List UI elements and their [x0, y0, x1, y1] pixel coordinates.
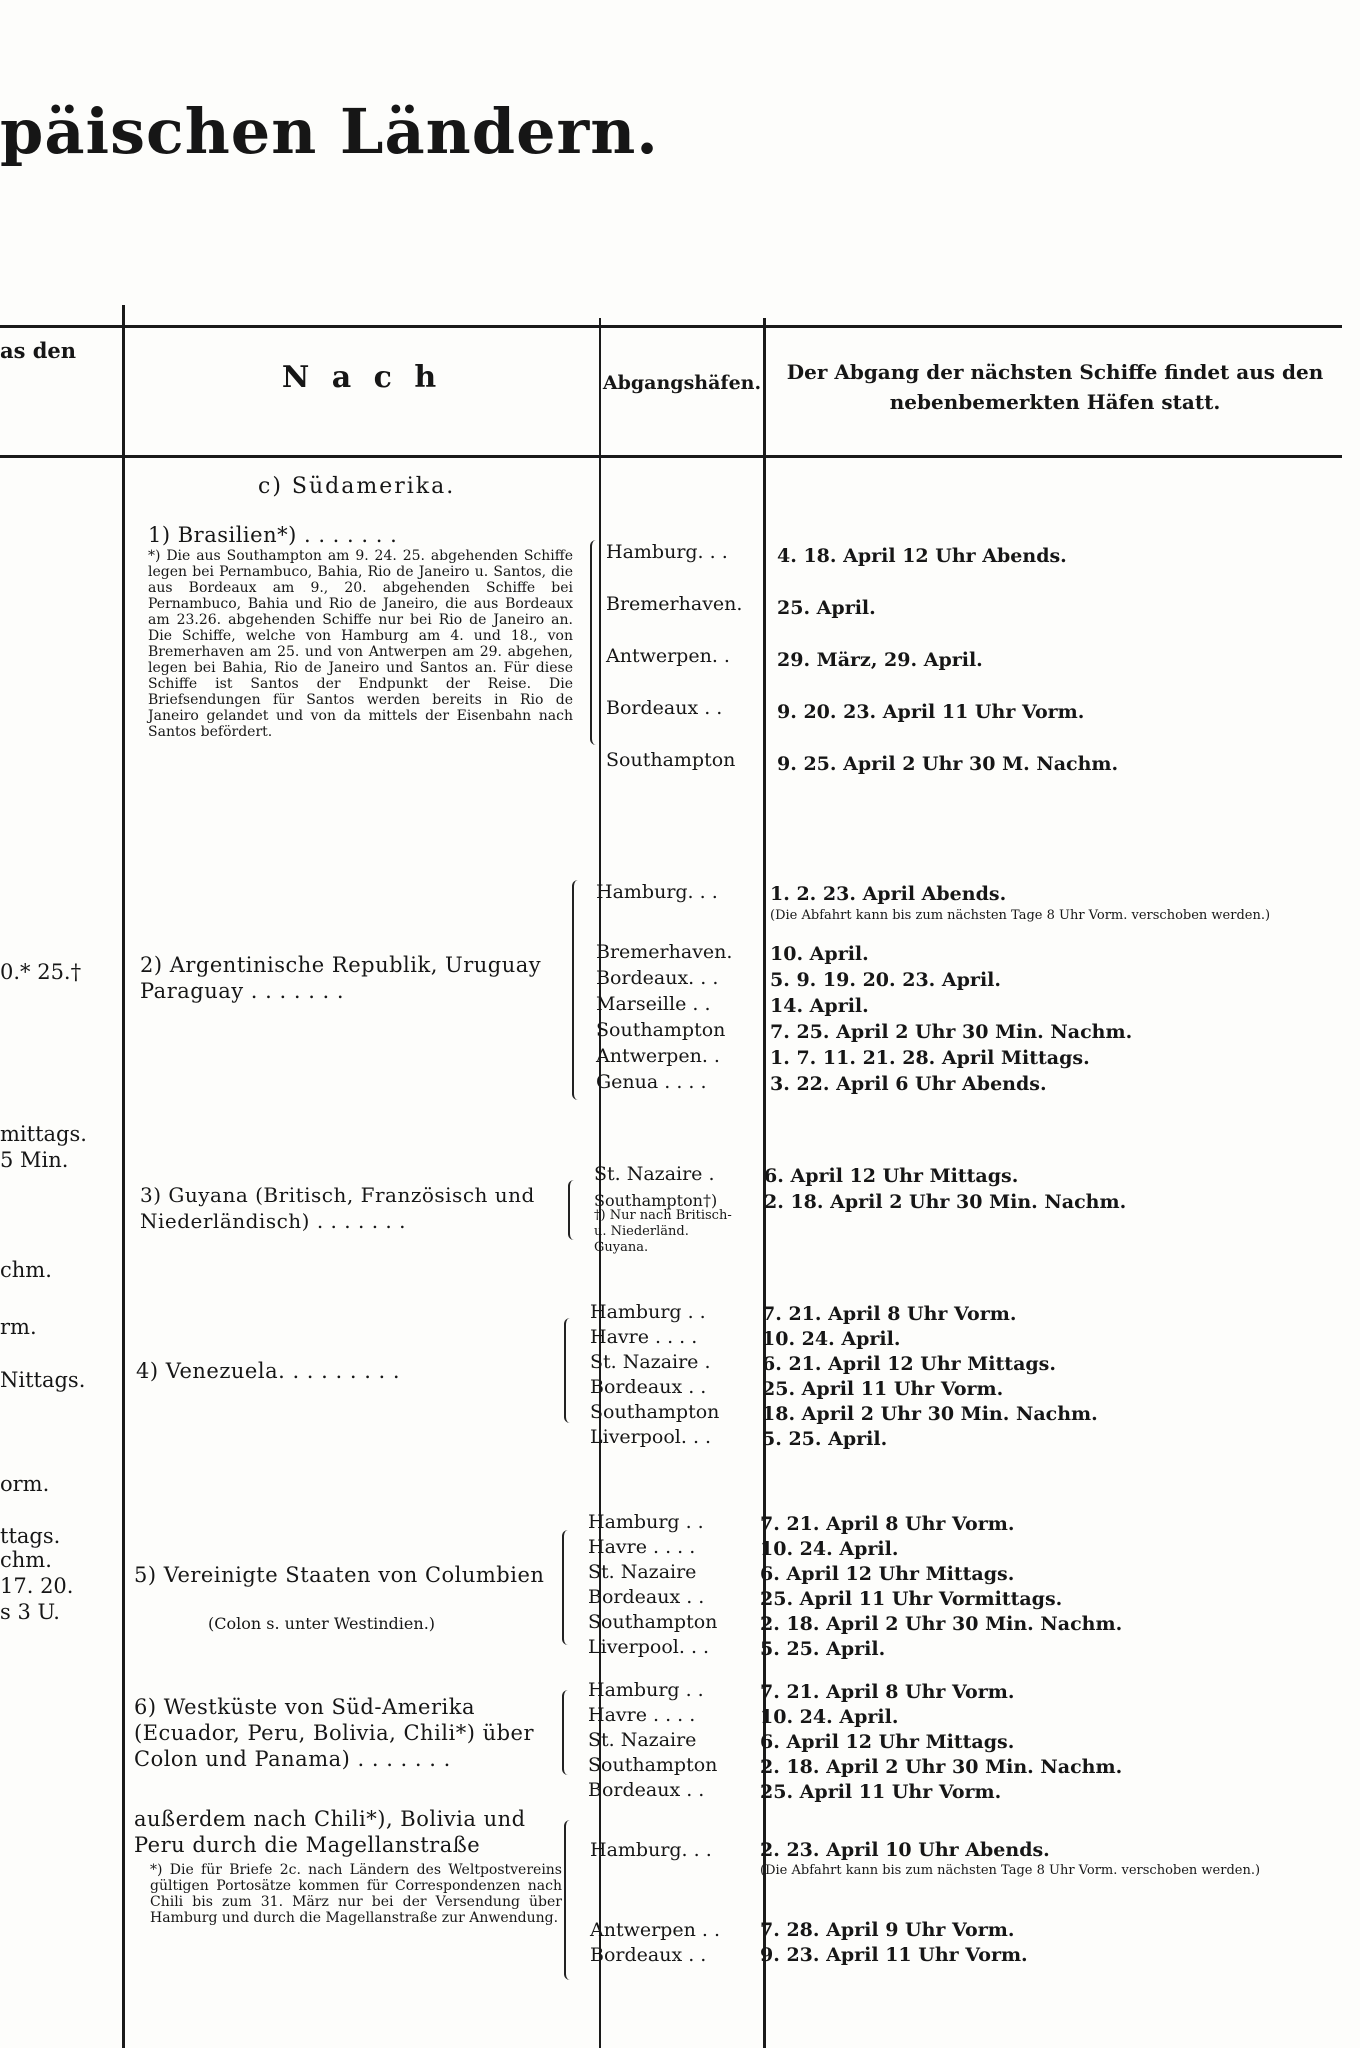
port-name: Hamburg . .: [588, 1679, 704, 1701]
departure-dates: 6. April 12 Uhr Mittags.: [764, 1165, 1019, 1187]
departure-dates: 7. 21. April 8 Uhr Vorm.: [762, 1303, 1017, 1325]
port-name: Havre . . . .: [588, 1536, 696, 1558]
departure-note: (Die Abfahrt kann bis zum nächsten Tage 8 Uhr Vorm. verschoben werden.): [760, 1863, 1261, 1878]
left-fragment: chm.: [0, 1548, 52, 1572]
header-bottom-rule: [0, 455, 1342, 458]
departure-dates: 25. April 11 Uhr Vormittags.: [760, 1588, 1063, 1610]
departure-dates: 1. 2. 23. April Abends.: [770, 883, 1007, 905]
departure-dates: 25. April 11 Uhr Vorm.: [762, 1378, 1004, 1400]
departure-dates: 7. 25. April 2 Uhr 30 Min. Nachm.: [770, 1021, 1133, 1043]
section-title: c) Südamerika.: [258, 474, 456, 499]
departure-dates: 10. 24. April.: [762, 1328, 901, 1350]
departure-dates: 5. 25. April.: [762, 1428, 888, 1450]
port-name: Antwerpen . .: [590, 1919, 720, 1941]
left-fragment: orm.: [0, 1472, 50, 1496]
column-divider-1: [122, 305, 125, 2048]
brace: [564, 1820, 572, 1980]
departure-dates: 29. März, 29. April.: [777, 649, 983, 671]
row-note-brasilien: *) Die aus Southampton am 9. 24. 25. abgehenden Schiffe legen bei Pernambuco, Bahia, Rio de Janeiro u. Santos, die aus Bordeaux am 9., 20. abgehenden Schiffe bei Pernambuco, Bahia und Rio de Janeiro, die aus Bordeaux am 23.26. abgehenden Schiffe nur bei Rio de Janeiro an. Die Schiffe, welche von Hamburg am 4. und 18., von Bremerhaven am 25. und von Antwerpen am 29. abgehen, legen bei Bahia, Rio de Janeiro und Santos an. Für diese Schiffe ist Santos der Endpunkt der Reise. Die Briefsendungen für Santos werden bereits in Rio de Janeiro gelandet und von da mittels der Eisenbahn nach Santos befördert.: [148, 548, 573, 740]
departure-dates: 25. April 11 Uhr Vorm.: [760, 1781, 1002, 1803]
port-name: Genua . . . .: [596, 1071, 707, 1093]
port-list: [596, 880, 766, 1096]
departure-dates: 2. 18. April 2 Uhr 30 Min. Nachm.: [760, 1613, 1123, 1635]
port-name: Southampton: [588, 1611, 718, 1633]
port-name: Liverpool. . .: [588, 1636, 710, 1658]
port-name: Bordeaux . .: [606, 697, 723, 719]
dates-list: [770, 882, 1340, 1098]
left-fragment: 5 Min.: [0, 1148, 69, 1172]
port-name: Southampton†): [594, 1191, 718, 1210]
row-label-columbien: 5) Vereinigte Staaten von Columbien: [134, 1563, 545, 1587]
departure-dates: 4. 18. April 12 Uhr Abends.: [777, 545, 1067, 567]
departure-dates: 9. 20. 23. April 11 Uhr Vorm.: [777, 701, 1085, 723]
port-name: Southampton: [590, 1401, 720, 1423]
left-fragment: rm.: [0, 1315, 37, 1339]
brace: [568, 1180, 576, 1240]
brace: [562, 1690, 570, 1775]
departure-dates: 6. April 12 Uhr Mittags.: [760, 1563, 1015, 1585]
departure-dates: 5. 9. 19. 20. 23. April.: [770, 969, 1001, 991]
port-name: Bordeaux . .: [590, 1376, 707, 1398]
departure-dates: 2. 18. April 2 Uhr 30 Min. Nachm.: [760, 1756, 1123, 1778]
departure-dates: 2. 23. April 10 Uhr Abends.: [760, 1839, 1050, 1861]
brace: [590, 540, 598, 745]
departure-dates: 10. April.: [770, 943, 869, 965]
header-abgang: Der Abgang der nächsten Schiffe findet aus den nebenbemerkten Häfen statt.: [786, 360, 1324, 414]
departure-dates: 10. 24. April.: [760, 1538, 899, 1560]
port-name: Hamburg . .: [590, 1301, 706, 1323]
port-name: Southampton: [588, 1754, 718, 1776]
port-name: Havre . . . .: [588, 1704, 696, 1726]
port-name: Bordeaux . .: [590, 1944, 707, 1966]
dates-list: [760, 1512, 1122, 1662]
departure-dates: 10. 24. April.: [760, 1706, 899, 1728]
left-fragment: 17. 20.: [0, 1574, 74, 1598]
dates-list: [760, 1838, 1338, 1968]
port-name: Hamburg. . .: [606, 541, 728, 563]
port-name: Marseille . .: [596, 993, 711, 1015]
dates-list: [764, 1164, 1126, 1216]
port-name: Bordeaux . .: [588, 1779, 705, 1801]
left-fragment: ttags.: [0, 1524, 61, 1548]
brace: [562, 1530, 570, 1645]
departure-dates: 2. 18. April 2 Uhr 30 Min. Nachm.: [764, 1191, 1127, 1213]
port-name: Liverpool. . .: [590, 1426, 712, 1448]
table-top-rule: [0, 325, 1342, 328]
left-fragment: 0.* 25.†: [0, 960, 82, 984]
port-name: Southampton: [596, 1019, 726, 1041]
dates-list: [762, 1302, 1098, 1452]
port-name: St. Nazaire .: [590, 1351, 711, 1373]
port-name: Bremerhaven.: [596, 941, 733, 963]
port-list: [606, 540, 742, 800]
row-sub-columbien: (Colon s. unter Westindien.): [208, 1614, 436, 1633]
port-name: Bordeaux. . .: [596, 967, 719, 989]
header-abgangshaefen: Abgangshäfen.: [602, 372, 762, 394]
departure-dates: 1. 7. 11. 21. 28. April Mittags.: [770, 1047, 1090, 1069]
port-name: Havre . . . .: [590, 1326, 698, 1348]
port-name: Antwerpen. .: [596, 1045, 720, 1067]
row-note-chili: *) Die für Briefe 2c. nach Ländern des Weltpostvereins gültigen Portosätze kommen für Correspondenzen nach Chili bis zum 31. März nur bei der Versendung über Hamburg und durch die Magellanstraße zur Anwendung.: [150, 1862, 562, 1926]
port-name: Hamburg . .: [588, 1511, 704, 1533]
port-name: St. Nazaire .: [594, 1163, 715, 1185]
header-nach: N a c h: [281, 360, 443, 395]
departure-dates: 5. 25. April.: [760, 1638, 886, 1660]
port-name: Southampton: [606, 749, 736, 771]
port-list: [590, 1300, 762, 1450]
left-fragment: chm.: [0, 1258, 52, 1282]
port-list: [588, 1510, 762, 1660]
departure-dates: 7. 28. April 9 Uhr Vorm.: [760, 1919, 1015, 1941]
port-name: St. Nazaire: [588, 1729, 697, 1751]
departure-dates: 3. 22. April 6 Uhr Abends.: [770, 1073, 1047, 1095]
row-label-venezuela: 4) Venezuela. . . . . . . . .: [136, 1359, 401, 1383]
departure-dates: 6. April 12 Uhr Mittags.: [760, 1731, 1015, 1753]
port-list: [588, 1678, 762, 1803]
brace: [572, 880, 580, 1100]
departure-dates: 25. April.: [777, 597, 876, 619]
port-name: Bordeaux . .: [588, 1586, 705, 1608]
departure-dates: 14. April.: [770, 995, 869, 1017]
brace: [564, 1318, 572, 1423]
header-left-fragment: as den: [0, 338, 77, 363]
row-label-westkueste: 6) Westküste von Süd-Amerika (Ecuador, Peru, Bolivia, Chili*) über Colon und Panama) . . . . . . .: [134, 1695, 535, 1771]
row-label-brasilien: 1) Brasilien*) . . . . . . .: [148, 523, 398, 547]
departure-dates: 6. 21. April 12 Uhr Mittags.: [762, 1353, 1056, 1375]
port-name: Bremerhaven.: [606, 593, 743, 615]
dates-list: [777, 544, 1118, 804]
departure-dates: 7. 21. April 8 Uhr Vorm.: [760, 1681, 1015, 1703]
row-label-magellan: außerdem nach Chili*), Bolivia und Peru durch die Magellanstraße: [134, 1807, 526, 1857]
left-fragment: mittags.: [0, 1122, 87, 1146]
departure-note: (Die Abfahrt kann bis zum nächsten Tage 8 Uhr Vorm. verschoben werden.): [770, 908, 1271, 923]
departure-dates: 9. 25. April 2 Uhr 30 M. Nachm.: [777, 753, 1119, 775]
dates-list: [760, 1680, 1122, 1805]
page-title: päischen Ländern.: [0, 95, 659, 168]
departure-dates: 9. 23. April 11 Uhr Vorm.: [760, 1944, 1028, 1966]
left-fragment: Nittags.: [0, 1368, 86, 1392]
departure-dates: 18. April 2 Uhr 30 Min. Nachm.: [762, 1403, 1098, 1425]
port-name: [596, 906, 766, 940]
port-list: [590, 1838, 762, 1968]
row-label-argentinien: 2) Argentinische Republik, Uruguay Paraguay . . . . . . .: [140, 953, 542, 1003]
port-note: †) Nur nach Britisch- u. Niederländ. Guyana.: [594, 1208, 732, 1255]
left-fragment: s 3 U.: [0, 1600, 60, 1624]
port-name: Antwerpen. .: [606, 645, 730, 667]
departure-dates: 7. 21. April 8 Uhr Vorm.: [760, 1513, 1015, 1535]
row-label-guyana: 3) Guyana (Britisch, Französisch und Niederländisch) . . . . . . .: [140, 1183, 535, 1233]
port-name: Hamburg. . .: [596, 881, 718, 903]
port-name: St. Nazaire: [588, 1561, 697, 1583]
port-list: [594, 1162, 764, 1256]
port-name: Hamburg. . .: [590, 1839, 712, 1861]
